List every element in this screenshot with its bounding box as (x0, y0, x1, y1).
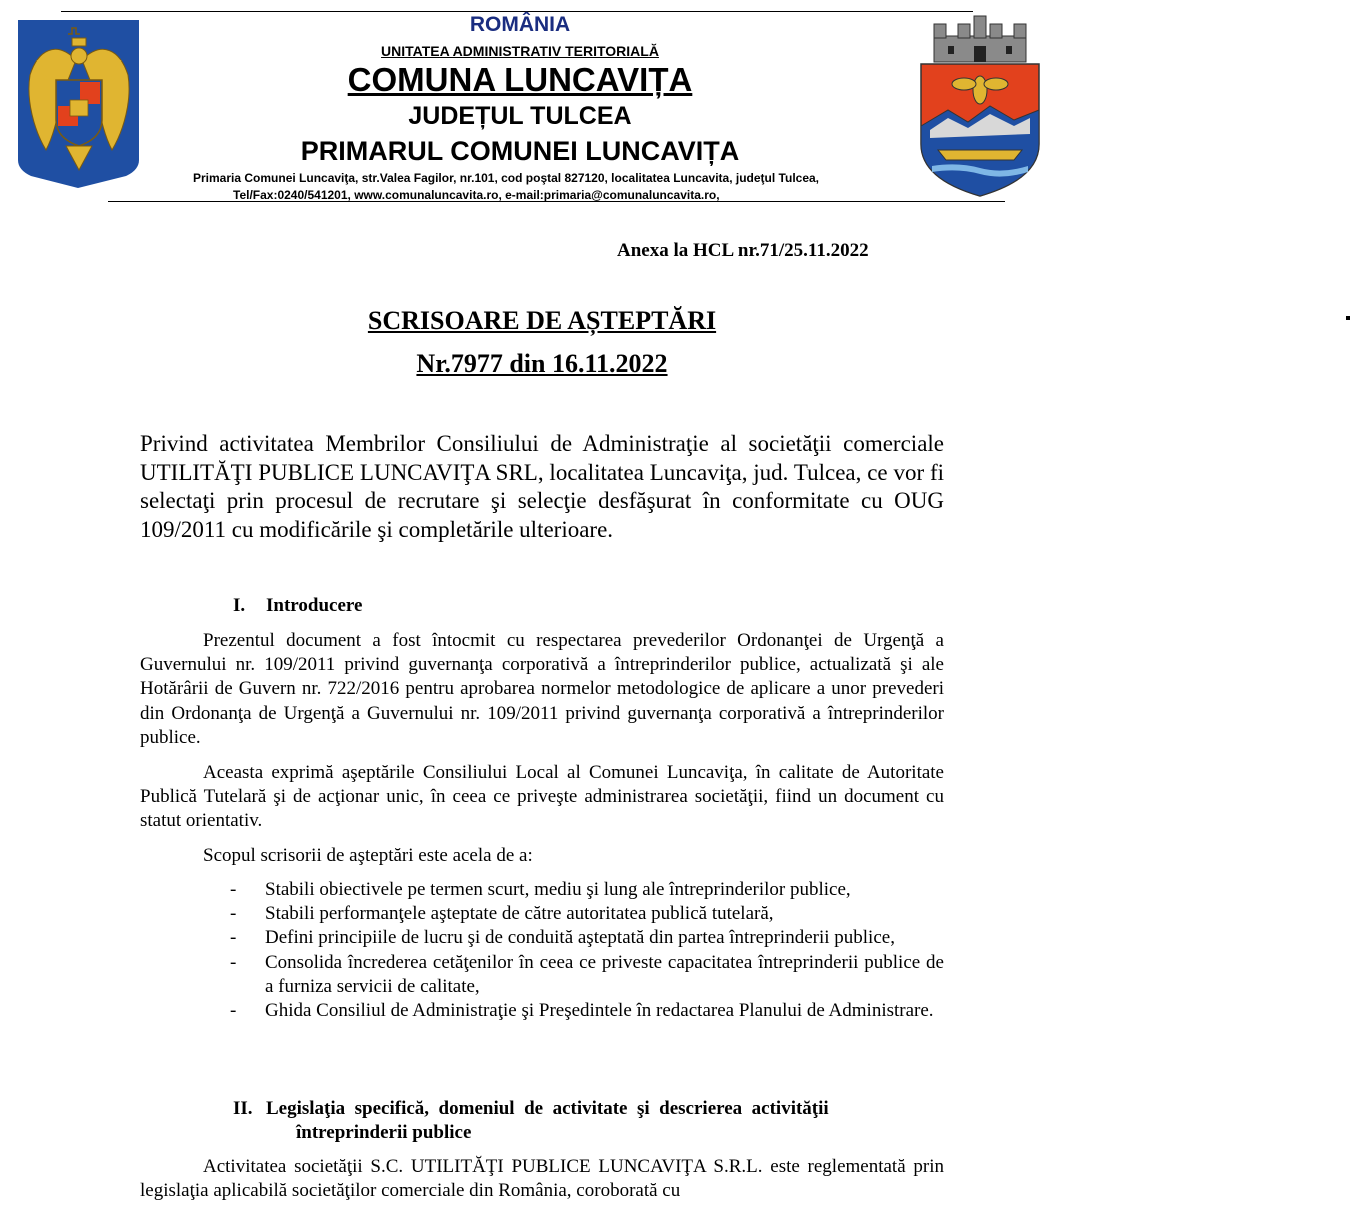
list-item-text: Consolida încrederea cetăţenilor în ceea ce priveste capacitatea întreprinderii publice de a furniza servicii de calitate, (265, 951, 944, 997)
luncavita-coat-of-arms-icon (918, 14, 1042, 198)
list-item (230, 999, 944, 1023)
header-top-rule (61, 11, 973, 12)
section-1-paragraph-1: Prezentul document a fost întocmit cu respectarea prevederilor Ordonanţei de Urgenţă a Guvernului nr. 109/2011 privind guvernanţa corporativă a întreprinderilor publice, actualizată şi ale Hotărârii de Guvern nr. 722/2016 pentru aprobarea normelor metodologice de aplicare a unor prevederi din Ordonanţa de Urgenţă a Guvernului nr. 109/2011 privind guvernanţa corporativă a întreprinderilor publice. (140, 630, 944, 748)
intro-paragraph: Privind activitatea Membrilor Consiliului de Administraţie al societăţii comerciale UTILITĂŢI PUBLICE LUNCAVIŢA SRL, localitatea Luncaviţa, jud. Tulcea, ce vor fi selectaţi prin procesul de recrutare şi selecţie desfăşurat în conformitate cu OUG 109/2011 cu modificările şi completările ulterioare. (140, 431, 944, 542)
section-1-paragraph-3: Scopul scrisorii de aşteptări este acela de a: (203, 845, 533, 866)
header-commune: COMUNA LUNCAVIȚA (347, 61, 693, 98)
section-2-number: II. (233, 1098, 253, 1119)
annex-reference: Anexa la HCL nr.71/25.11.2022 (617, 240, 869, 261)
bullet-dash: - (230, 951, 237, 973)
section-2-title-line2: întreprinderii publice (296, 1122, 472, 1143)
bullet-dash: - (230, 879, 237, 900)
list-item (230, 878, 944, 902)
stray-mark (1346, 316, 1350, 320)
list-item-text: Stabili performanţele aşteptate de către autoritatea publică tutelară, (265, 903, 774, 925)
header-unit: UNITATEA ADMINISTRATIV TERITORIALĂ (381, 43, 659, 59)
document-number: Nr.7977 din 16.11.2022 (416, 349, 668, 378)
header-county: JUDEȚUL TULCEA (408, 102, 632, 130)
romania-coat-of-arms-icon (16, 20, 141, 188)
bullet-dash: - (230, 903, 237, 925)
section-1-number: I. (233, 595, 246, 616)
list-item (230, 951, 944, 999)
section-2-title-line1: Legislaţia specifică, domeniul de activitate şi descrierea activităţii (266, 1098, 829, 1119)
header-address-line2: Tel/Fax:0240/541201, www.comunaluncavita.ro, e-mail:primaria@comunaluncavita.ro, (233, 188, 720, 202)
section-1-title: Introducere (266, 595, 363, 616)
header-country: ROMÂNIA (469, 13, 571, 36)
list-item-text: Defini principiile de lucru şi de conduită aşteptată din partea întreprinderii publice, (265, 927, 895, 949)
document-title: SCRISOARE DE AȘTEPTĂRI (367, 306, 717, 335)
objectives-list (230, 878, 944, 1023)
header-address-line1: Primaria Comunei Luncaviţa, str.Valea Fagilor, nr.101, cod poştal 827120, localitatea Luncavita, judeţul Tulcea, (193, 171, 820, 185)
bullet-dash: - (230, 1000, 237, 1022)
section-2-paragraph-1: Activitatea societăţii S.C. UTILITĂŢI PUBLICE LUNCAVIŢA S.R.L. este reglementată prin legislaţia aplicabilă societăţilor comerciale din România, coroborată cu (140, 1156, 944, 1202)
list-item (230, 902, 944, 926)
list-item (230, 926, 944, 950)
bullet-dash: - (230, 927, 237, 949)
section-1-paragraph-2: Aceasta exprimă aşeptările Consiliului Local al Comunei Luncaviţa, în calitate de Autoritate Publică Tutelară şi de acţionar unic, în ceea ce priveşte administrarea societăţii, fiind un document cu statut orientativ. (140, 762, 944, 832)
list-item-text: Ghida Consiliul de Administraţie şi Preşedintele în redactarea Planului de Administrare. (265, 1000, 934, 1022)
list-item-text: Stabili obiectivele pe termen scurt, mediu şi lung ale întreprinderilor publice, (265, 879, 851, 900)
header-mayor: PRIMARUL COMUNEI LUNCAVIȚA (300, 136, 740, 166)
